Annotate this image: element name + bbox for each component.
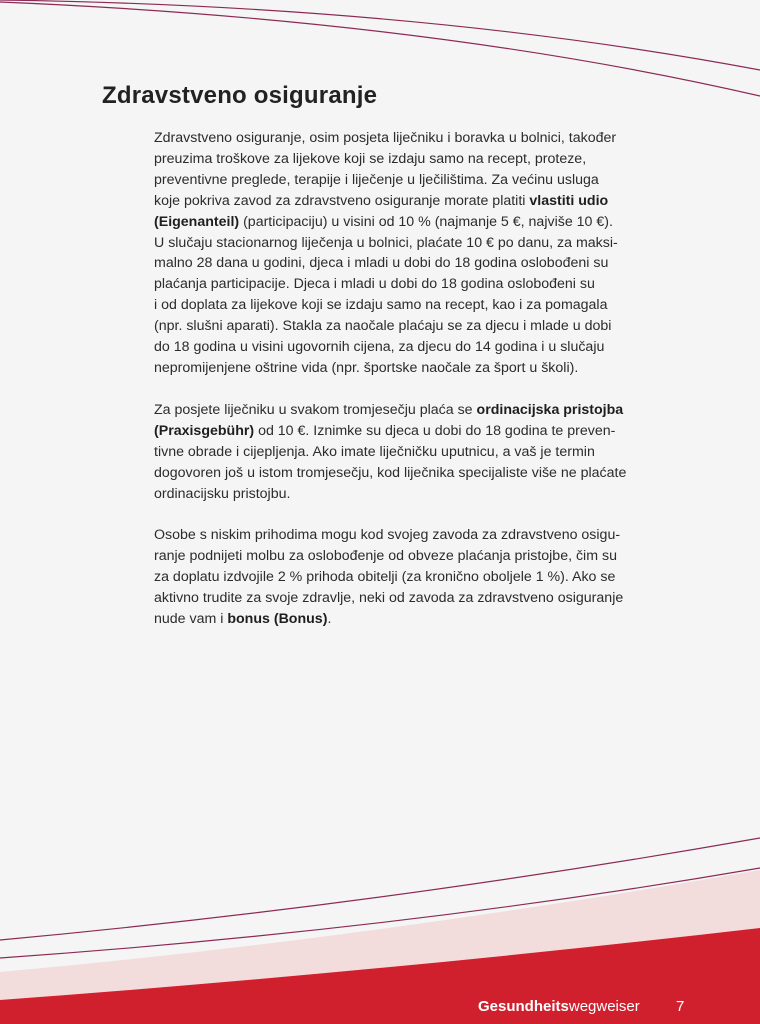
- text-segment: do 18 godina u visini ugovornih cijena, za djecu do 14 godina i u slučaju: [154, 339, 605, 356]
- text-line: [154, 567, 664, 588]
- text-line: [154, 463, 664, 484]
- text-segment: od 10 €. Iznimke su djeca u dobi do 18 godina te preven-: [254, 422, 616, 439]
- page-number: 7: [676, 998, 685, 1015]
- text-line: [154, 191, 664, 212]
- page-title: Zdravstveno osiguranje: [102, 82, 378, 109]
- text-segment: .: [327, 611, 332, 628]
- text-line: [154, 128, 664, 149]
- paragraph: [154, 128, 664, 379]
- footer-brand: [478, 998, 640, 1015]
- text-segment: tivne obrade i cijepljenja. Ako imate liječničku uputnicu, a vaš je termin: [154, 443, 595, 460]
- text-segment: i od doplata za lijekove koji se izdaju samo na recept, kao i za pomagala: [154, 297, 608, 314]
- text-line: [154, 442, 664, 463]
- paragraph: [154, 525, 664, 630]
- text-segment: nepromijenjene oštrine vida (npr. športske naočale za šport u školi).: [154, 359, 579, 376]
- text-segment: preventivne preglede, terapije i liječenje u lječilištima. Za većinu usluga: [154, 171, 599, 188]
- footer-brand-bold: Gesundheits: [478, 998, 569, 1015]
- bold-term: vlastiti udio: [529, 192, 609, 209]
- text-segment: U slučaju stacionarnog liječenja u bolnici, plaćate 10 € po danu, za maksi-: [154, 234, 618, 251]
- top-curve-1: [0, 0, 760, 70]
- text-line: [154, 400, 664, 421]
- text-segment: Za posjete liječniku u svakom tromjesečju plaća se: [154, 401, 477, 418]
- bold-term: (Eigenanteil): [154, 213, 240, 230]
- text-segment: (npr. slušni aparati). Stakla za naočale plaćaju se za djecu i mlade u dobi: [154, 318, 612, 335]
- text-line: [154, 316, 664, 337]
- text-line: [154, 484, 664, 505]
- text-segment: ranje podnijeti molbu za oslobođenje od obveze plaćanja pristojbe, čim su: [154, 548, 617, 565]
- text-line: [154, 274, 664, 295]
- text-segment: aktivno trudite za svoje zdravlje, neki od zavoda za zdravstveno osiguranje: [154, 590, 624, 607]
- text-line: [154, 170, 664, 191]
- text-line: [154, 609, 664, 630]
- bold-term: ordinacijska pristojba: [476, 401, 624, 418]
- text-segment: nude vam i: [154, 611, 228, 628]
- text-line: [154, 149, 664, 170]
- text-line: [154, 421, 664, 442]
- text-line: [154, 588, 664, 609]
- bold-term: (Praxisgebühr): [154, 422, 255, 439]
- text-segment: za doplatu izdvojile 2 % prihoda obitelji (za kronično oboljele 1 %). Ako se: [154, 569, 616, 586]
- text-segment: malno 28 dana u godini, djeca i mladi u dobi do 18 godina oslobođeni su: [154, 255, 609, 272]
- text-line: [154, 525, 664, 546]
- bold-term: bonus (Bonus): [227, 611, 328, 628]
- text-segment: Osobe s niskim prihodima mogu kod svojeg zavoda za zdravstveno osigu-: [154, 527, 621, 544]
- text-segment: ordinacijsku pristojbu.: [154, 485, 291, 502]
- text-segment: preuzima troškove za lijekove koji se izdaju samo na recept, proteze,: [154, 150, 587, 167]
- text-line: [154, 295, 664, 316]
- text-line: [154, 253, 664, 274]
- text-line: [154, 233, 664, 254]
- text-line: [154, 358, 664, 379]
- text-line: [154, 337, 664, 358]
- text-line: [154, 546, 664, 567]
- paragraph: [154, 400, 664, 505]
- text-segment: (participaciju) u visini od 10 % (najmanje 5 €, najviše 10 €).: [239, 213, 613, 230]
- text-segment: koje pokriva zavod za zdravstveno osiguranje morate platiti: [154, 192, 530, 209]
- text-segment: Zdravstveno osiguranje, osim posjeta liječniku i boravka u bolnici, također: [154, 130, 617, 146]
- text-line: [154, 212, 664, 233]
- text-segment: dogovoren još u istom tromjesečju, kod liječnika specijaliste više ne plaćate: [154, 464, 627, 481]
- footer-brand-regular: wegweiser: [568, 998, 640, 1015]
- body-text: [154, 128, 664, 651]
- text-segment: plaćanja participacije. Djeca i mladi u dobi do 18 godina oslobođeni su: [154, 276, 595, 293]
